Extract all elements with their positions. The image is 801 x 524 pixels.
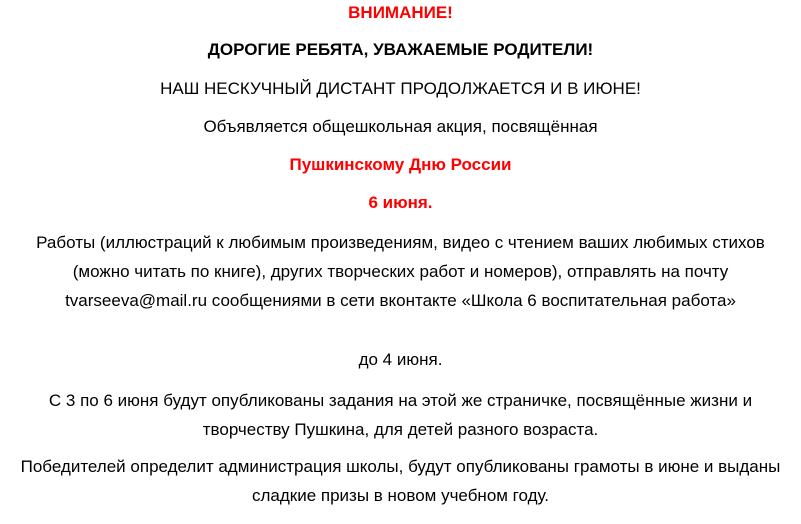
event-intro: Объявляется общешкольная акция, посвящённая bbox=[203, 117, 598, 136]
deadline-line: до 4 июня. bbox=[358, 350, 443, 369]
submission-paragraph: Работы (иллюстраций к любимым произведениям, видео с чтением ваших любимых стихов (можно читать по книге), других творческих работ и номеров), отправлять на почту tvarseeva@mail.ru сообщениями в сети вконтакте «Школа 6 воспитательная работа» bbox=[36, 233, 765, 310]
event-name: Пушкинскому Дню России bbox=[289, 155, 512, 174]
winners-paragraph: Победителей определит администрация школы, будут опубликованы грамоты в июне и выданы сладкие призы в новом учебном году. bbox=[20, 457, 781, 505]
greeting-heading: ДОРОГИЕ РЕБЯТА, УВАЖАЕМЫЕ РОДИТЕЛИ! bbox=[207, 40, 594, 59]
attention-heading: ВНИМАНИЕ! bbox=[348, 3, 453, 22]
announcement-line: НАШ НЕСКУЧНЫЙ ДИСТАНТ ПРОДОЛЖАЕТСЯ И В ИЮНЕ! bbox=[160, 79, 641, 98]
event-date: 6 июня. bbox=[368, 193, 433, 212]
tasks-paragraph: С 3 по 6 июня будут опубликованы задания на этой же страничке, посвящённые жизни и творчеству Пушкина, для детей разного возраста. bbox=[48, 391, 753, 439]
